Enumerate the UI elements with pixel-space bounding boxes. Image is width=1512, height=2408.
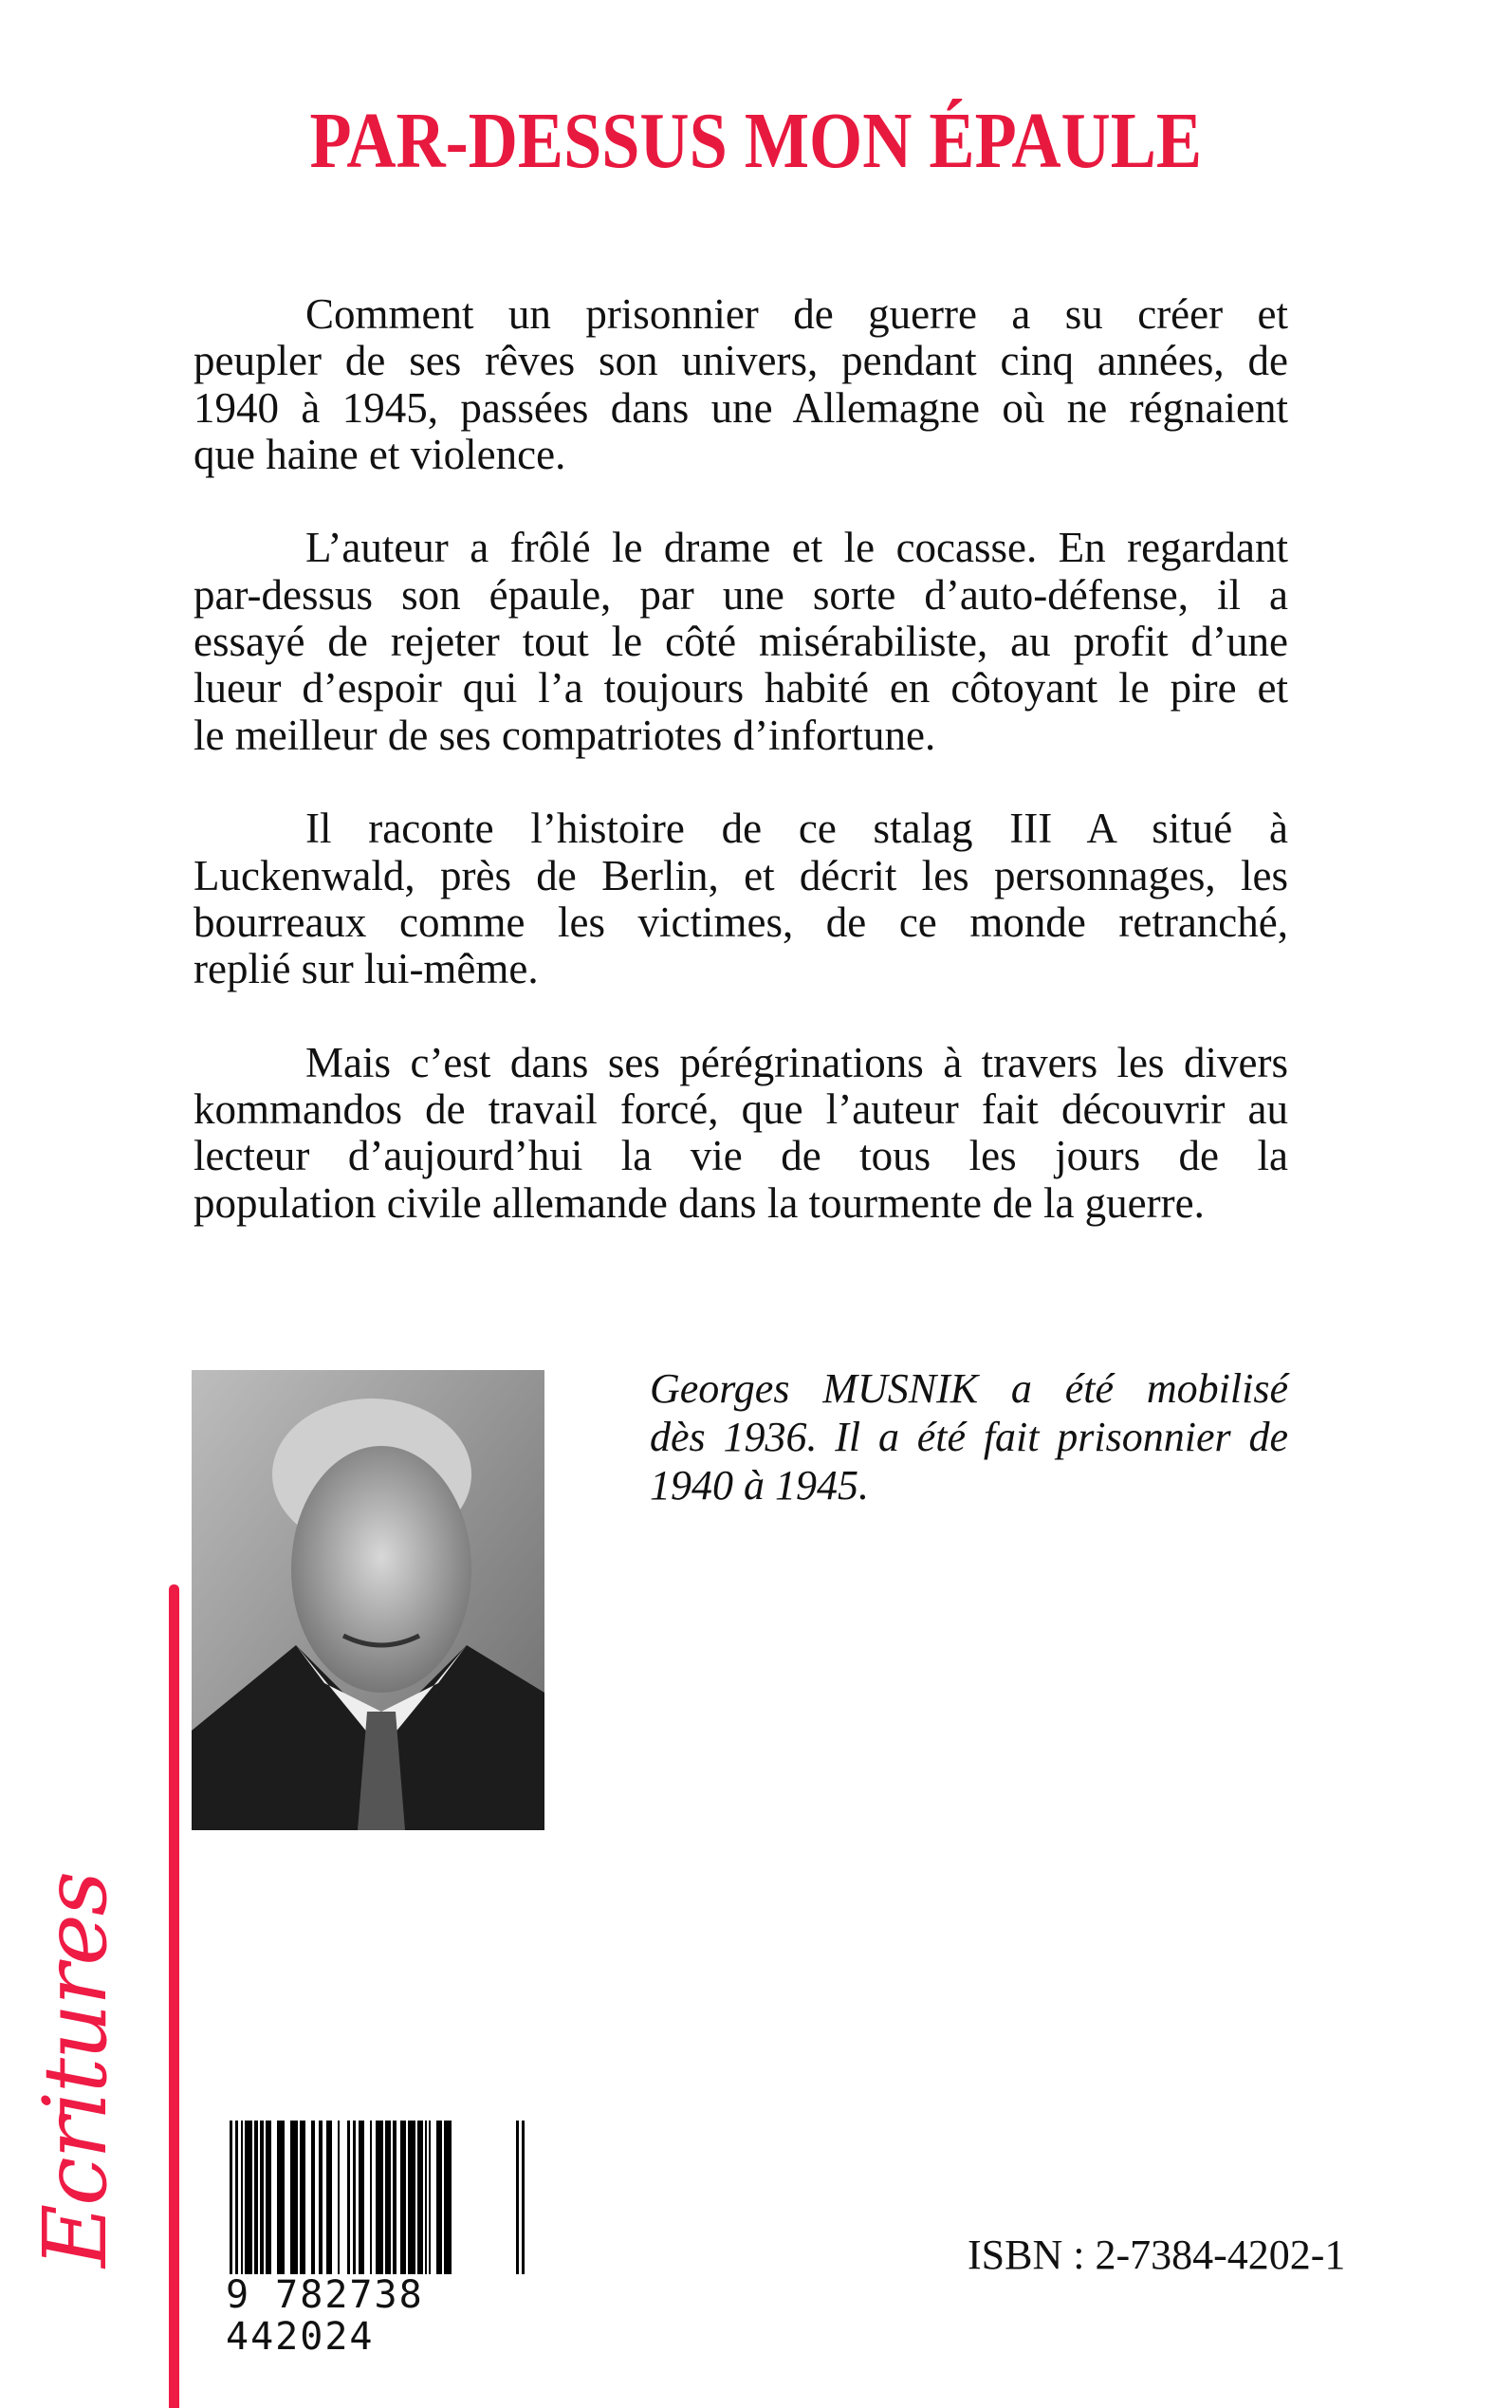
author-bio-line: dès 1936. Il a été fait prisonnier de	[650, 1414, 1288, 1460]
barcode-bar	[241, 2121, 243, 2282]
barcode-bar	[245, 2121, 252, 2282]
barcode-bar	[266, 2121, 271, 2282]
isbn-number: ISBN : 2-7384-4202-1	[968, 2232, 1346, 2278]
barcode-bar	[260, 2121, 264, 2282]
blurb-line: le meilleur de ses compatriotes d’infortune.	[194, 711, 936, 759]
blurb-line: Comment un prisonnier de guerre a su créer et	[305, 290, 1288, 338]
blurb-line: peupler de ses rêves son univers, pendant cinq années, de	[194, 337, 1288, 385]
blurb-line: que haine et violence.	[194, 430, 566, 478]
blurb-line: Luckenwald, près de Berlin, et décrit les personnages, les	[194, 851, 1288, 899]
barcode-bar	[370, 2121, 372, 2282]
blurb-paragraph	[194, 525, 1288, 758]
barcode-bar	[436, 2121, 442, 2282]
blurb-paragraph	[194, 291, 1288, 478]
author-bio-line: Georges MUSNIK a été mobilisé	[650, 1365, 1288, 1412]
blurb-line: Il raconte l’histoire de ce stalag III A situé à	[305, 805, 1288, 853]
blurb-line: L’auteur a frôlé le drame et le cocasse. En regardant	[305, 524, 1288, 572]
barcode-bar	[290, 2121, 298, 2282]
blurb-paragraph	[194, 806, 1288, 992]
book-title-text: PAR-DESSUS MON ÉPAULE	[309, 97, 1203, 185]
blurb-paragraph	[194, 1040, 1288, 1227]
blurb-line: essayé de rejeter tout le côté misérabiliste, au profit d’une	[194, 618, 1288, 666]
barcode-bar	[429, 2121, 431, 2282]
barcode-bar	[393, 2121, 396, 2282]
blurb-line: population civile allemande dans la tourmente de la guerre.	[194, 1178, 1205, 1227]
barcode-bar	[444, 2121, 452, 2282]
barcode-digits: 9 782738 442024	[226, 2274, 529, 2358]
blurb-line: Mais c’est dans ses pérégrinations à travers les divers	[305, 1038, 1288, 1086]
barcode-bar	[319, 2121, 323, 2282]
barcode-bar	[300, 2121, 305, 2282]
blurb-line: bourreaux comme les victimes, de ce monde retranché,	[194, 898, 1288, 946]
blurb-line: lecteur d’aujourd’hui la vie de tous les jours de la	[194, 1132, 1288, 1180]
barcode-bar	[311, 2121, 315, 2282]
blurb-line: replié sur lui-même.	[194, 945, 539, 993]
publisher-logo: Ecritures	[25, 1873, 126, 2268]
barcode-bar	[408, 2121, 415, 2282]
isbn-barcode	[226, 2121, 529, 2359]
barcode-bar	[277, 2121, 285, 2282]
book-title	[0, 99, 1512, 184]
author-bio-line: 1940 à 1945.	[650, 1462, 869, 1509]
blurb-line: par-dessus son épaule, par une sorte d’auto-défense, il a	[194, 570, 1288, 619]
red-vertical-rule	[169, 1584, 179, 2408]
barcode-bar	[254, 2121, 258, 2282]
barcode-bar	[425, 2121, 427, 2282]
barcode-bar	[338, 2121, 340, 2282]
blurb-line: 1940 à 1945, passées dans une Allemagne où ne régnaient	[194, 383, 1288, 432]
blurb-line: kommandos de travail forcé, que l’auteur fait découvrir au	[194, 1085, 1288, 1134]
barcode-bar	[359, 2121, 364, 2282]
barcode-bar	[385, 2121, 391, 2282]
barcode-bar	[376, 2121, 383, 2282]
barcode-bar	[417, 2121, 423, 2282]
author-bio	[650, 1364, 1288, 1510]
blurb-line: lueur d’espoir qui l’a toujours habité en côtoyant le pire et	[194, 664, 1288, 713]
back-cover-blurb	[194, 291, 1288, 1273]
barcode-bar	[326, 2121, 332, 2282]
barcode-bar	[400, 2121, 406, 2282]
author-photo	[192, 1370, 544, 1830]
